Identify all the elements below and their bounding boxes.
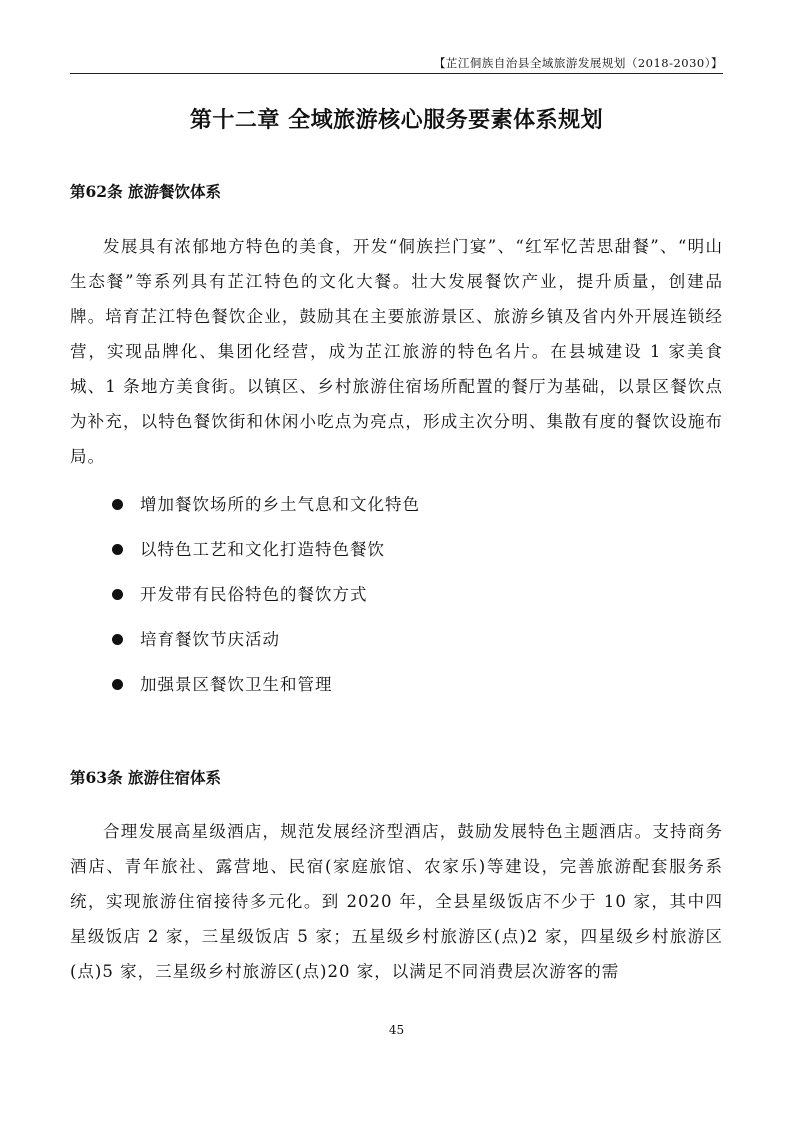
bullet-icon	[112, 589, 123, 600]
article-heading: 第62条 旅游餐饮体系	[70, 182, 221, 201]
article-heading: 第63条 旅游住宿体系	[70, 768, 221, 787]
list-item	[70, 527, 723, 572]
list-item-text: 以特色工艺和文化打造特色餐饮	[140, 540, 385, 559]
list-item	[70, 617, 723, 662]
list-item	[70, 572, 723, 617]
article-paragraph: 合理发展高星级酒店，规范发展经济型酒店，鼓励发展特色主题酒店。支持商务酒店、青年旅社、露营地、民宿(家庭旅馆、农家乐)等建设，完善旅游配套服务系统，实现旅游住宿接待多元化。到 2020 年，全县星级饭店不少于 10 家，其中四星级饭店 2 家，三星级饭店 5 家；五星级乡村旅游区(点)2 家，四星级乡村旅游区(点)5 家，三星级乡村旅游区(点)20 家，以满足不同消费层次游客的需	[70, 822, 723, 981]
list-item-text: 培育餐饮节庆活动	[140, 630, 280, 649]
bullet-list	[70, 482, 723, 707]
bullet-icon	[112, 499, 123, 510]
bullet-icon	[112, 544, 123, 555]
running-header: 【芷江侗族自治县全域旅游发展规划（2018-2030）】	[433, 56, 723, 70]
list-item	[70, 662, 723, 707]
list-item-text: 加强景区餐饮卫生和管理	[140, 675, 333, 694]
list-item-text: 增加餐饮场所的乡土气息和文化特色	[140, 495, 420, 514]
bullet-icon	[112, 679, 123, 690]
article-63	[70, 766, 723, 989]
article-paragraph: 发展具有浓郁地方特色的美食，开发“侗族拦门宴”、“红军忆苦思甜餐”、“明山生态餐”等系列具有芷江特色的文化大餐。壮大发展餐饮产业，提升质量，创建品牌。培育芷江特色餐饮企业，鼓励其在主要旅游景区、旅游乡镇及省内外开展连锁经营，实现品牌化、集团化经营，成为芷江旅游的特色名片。在县城建设 1 家美食城、1 条地方美食街。以镇区、乡村旅游住宿场所配置的餐厅为基础，以景区餐饮点为补充，以特色餐饮街和休闲小吃点为亮点，形成主次分明、集散有度的餐饮设施布局。	[70, 237, 723, 466]
list-item	[70, 482, 723, 527]
list-item-text: 开发带有民俗特色的餐饮方式	[140, 585, 368, 604]
article-62	[70, 180, 723, 707]
page-number: 45	[388, 1023, 405, 1037]
chapter-title: 第十二章 全域旅游核心服务要素体系规划	[189, 108, 604, 133]
header-rule	[70, 73, 723, 74]
bullet-icon	[112, 634, 123, 645]
